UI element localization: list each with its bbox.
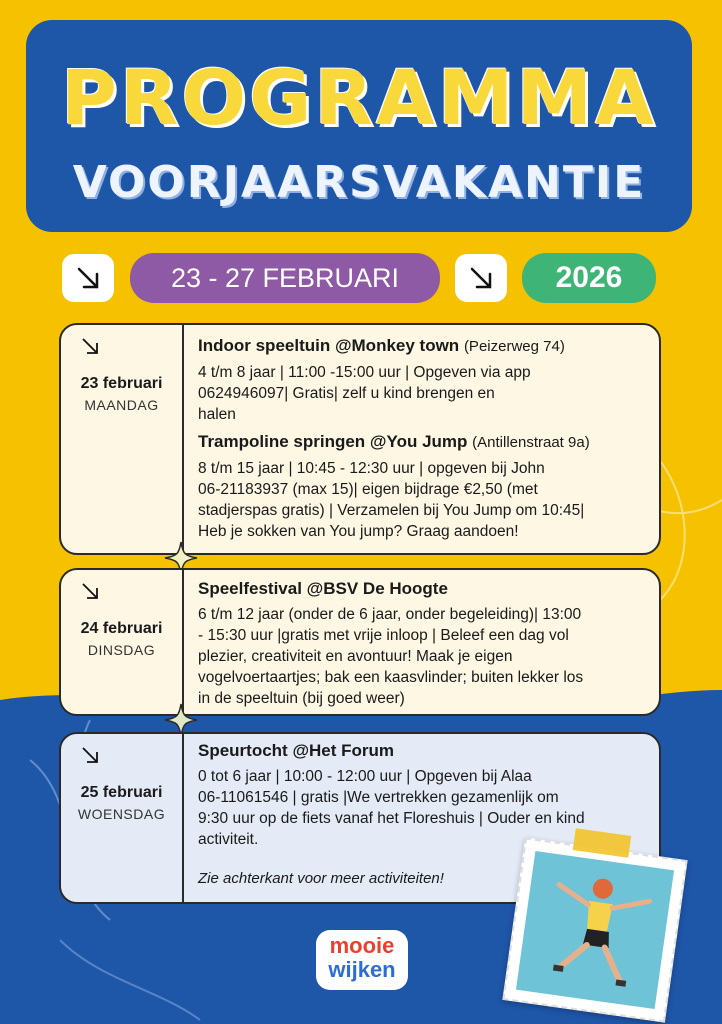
arrow-down-right-icon [81, 746, 99, 764]
day-label-column [61, 734, 184, 902]
day-weekday: WOENSDAG [77, 806, 166, 822]
day-weekday: MAANDAG [84, 397, 159, 413]
day-weekday: DINSDAG [87, 642, 156, 658]
page-subtitle: VOORJAARSVAKANTIE [72, 157, 646, 208]
day-date: 25 februari [80, 784, 163, 801]
logo-line-2: wijken [328, 957, 396, 982]
footnote: Zie achterkant voor meer activiteiten! [198, 870, 444, 887]
arrow-down-right-icon [81, 582, 99, 600]
logo-line-1: mooie [329, 933, 395, 958]
page-title: PROGRAMMA [61, 53, 657, 142]
arrow-down-right-icon [81, 337, 99, 355]
activity [198, 431, 651, 542]
child-jumping-photo [516, 851, 674, 1009]
year-pill: 2026 [522, 253, 656, 303]
mooie-wijken-logo [316, 930, 408, 990]
arrow-badge-left [62, 254, 114, 302]
day-date: 24 februari [80, 620, 163, 637]
activity-title: Trampoline springen @You Jump [198, 432, 468, 451]
header-banner [26, 20, 692, 232]
activity-title: Speurtocht @Het Forum [198, 741, 395, 760]
activity-description: 0 tot 6 jaar | 10:00 - 12:00 uur | Opgeven bij Alaa 06-11061546 | gratis |We vertrekken gezamenlijk om 9:30 uur op de fiets vanaf het Floreshuis | Ouder en kind activiteit. [198, 768, 585, 848]
activity [198, 335, 651, 425]
child-figure [516, 851, 674, 1009]
day-date: 23 februari [80, 375, 163, 392]
activity [198, 578, 651, 709]
day-card-tuesday [59, 568, 661, 716]
date-range-pill: 23 - 27 FEBRUARI [130, 253, 440, 303]
activity-location: (Peizerweg 74) [463, 338, 565, 355]
arrow-down-right-icon [76, 266, 100, 290]
photo-frame [502, 837, 687, 1022]
day-label-column [61, 325, 184, 553]
activity-description: 8 t/m 15 jaar | 10:45 - 12:30 uur | opgeven bij John 06-21183937 (max 15)| eigen bijdrage €2,50 (met stadjerspas gratis) | Verzamelen bij You Jump om 10:45| Heb je sokken van You jump? Graag aandoen! [198, 460, 585, 540]
activity-description: 4 t/m 8 jaar | 11:00 -15:00 uur | Opgeven via app 0624946097| Gratis| zelf u kind brengen en halen [198, 364, 531, 423]
arrow-down-right-icon [469, 266, 493, 290]
day-card-monday [59, 323, 661, 555]
activity-location: (Antillenstraat 9a) [472, 434, 590, 451]
activity-title: Indoor speeltuin @Monkey town [198, 336, 460, 355]
activity-title: Speelfestival @BSV De Hoogte [198, 579, 448, 598]
activity-description: 6 t/m 12 jaar (onder de 6 jaar, onder begeleiding)| 13:00 - 15:30 uur |gratis met vrije inloop | Beleef een dag vol plezier, creativiteit en avontuur! Maak je eigen vogelvoertaartjes; bak een kaasvlinder; buiten lekker los in de speeltuin (bij goed weer) [198, 606, 584, 707]
arrow-badge-right [455, 254, 507, 302]
day-label-column [61, 570, 184, 714]
